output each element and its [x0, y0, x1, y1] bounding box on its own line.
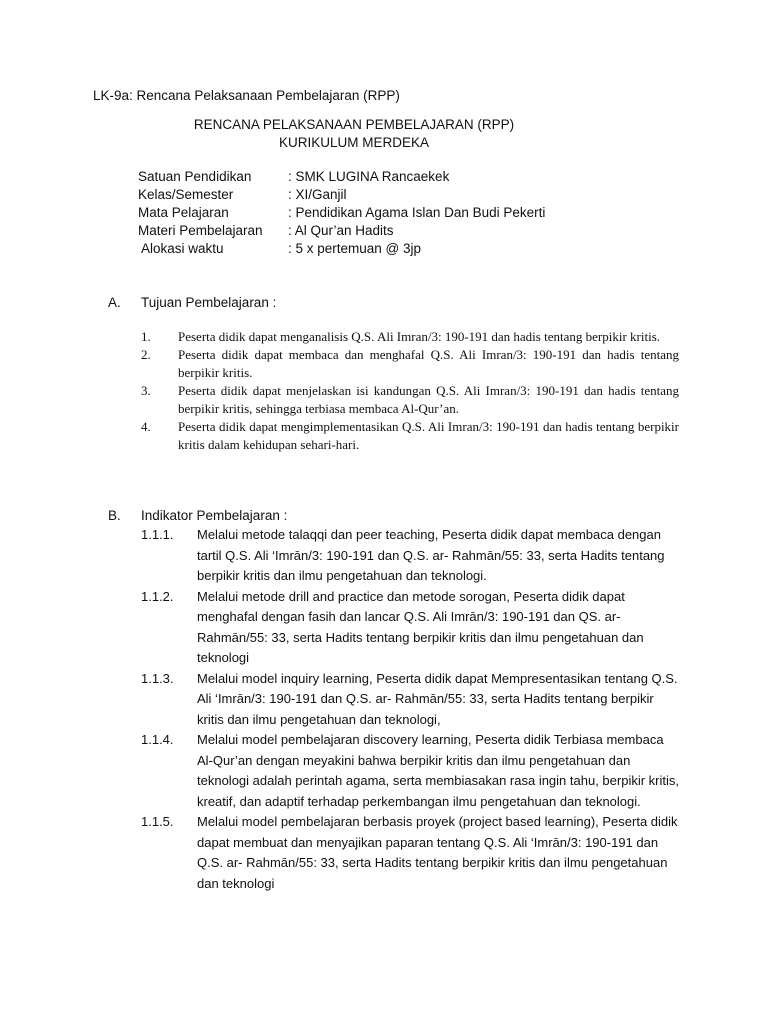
list-number: 2. [141, 347, 151, 362]
identity-label: Mata Pelajaran [138, 205, 229, 220]
list-text: Peserta didik dapat mengimplementasikan Q.S. Ali Imran/3: 190-191 dan hadis tentang berpikir kritis dalam kehidupan sehari-hari. [178, 419, 679, 452]
list-number: 3. [141, 383, 151, 398]
list-number: 1.1.2. [141, 588, 174, 604]
identity-label: Alokasi waktu [141, 241, 224, 256]
list-item [141, 587, 681, 669]
list-number: 1.1.1. [141, 527, 174, 542]
identity-value: : Al Qur’an Hadits [288, 223, 394, 238]
identity-row [138, 205, 545, 220]
identity-label: Kelas/Semester [138, 187, 234, 202]
identity-value: : XI/Ganjil [288, 187, 347, 202]
section-b-heading [108, 508, 287, 523]
identity-row [138, 169, 449, 184]
list-item [141, 382, 679, 418]
section-title: Tujuan Pembelajaran : [141, 295, 277, 310]
section-letter: B. [108, 508, 121, 523]
list-item [141, 812, 681, 894]
list-item [141, 418, 679, 454]
list-number: 1.1.4. [141, 732, 174, 747]
list-text: Melalui metode drill and practice dan metode sorogan, Peserta didik dapat menghafal dengan fasih dan lancar Q.S. Ali Imrān/3: 190-191 dan QS. ar-Rahmān/55: 33, serta Hadits tentang berpikir kritis dan ilmu pengetahuan dan teknologi [197, 588, 644, 665]
list-number: 1.1.5. [141, 814, 174, 829]
list-text: Peserta didik dapat menjelaskan isi kandungan Q.S. Ali Imran/3: 190-191 dan hadis tentang berpikir kritis, sehingga terbiasa membaca Al-Qur’an. [178, 383, 679, 416]
identity-value: : SMK LUGINA Rancaekek [288, 169, 450, 184]
list-item [141, 525, 681, 587]
document-label: LK-9a: Rencana Pelaksanaan Pembelajaran (RPP) [93, 88, 400, 103]
list-text: Melalui model inquiry learning, Peserta didik dapat Mempresentasikan tentang Q.S. Ali ‘Imrān/3: 190-191 dan Q.S. ar- Rahmān/55: 33, serta Hadits tentang berpikir kritis dan ilmu pengetahuan dan teknologi, [197, 670, 678, 727]
identity-label: Satuan Pendidikan [138, 169, 252, 184]
section-a-heading [108, 295, 276, 310]
list-item [141, 730, 681, 812]
document-subtitle: KURIKULUM MERDEKA [278, 135, 430, 150]
identity-label: Materi Pembelajaran [138, 223, 263, 238]
section-title: Indikator Pembelajaran : [141, 508, 288, 523]
list-item [141, 346, 679, 382]
list-text: Melalui metode talaqqi dan peer teaching, Peserta didik dapat membaca dengan tartil Q.S. Ali ‘Imrān/3: 190-191 dan Q.S. ar- Rahmān/55: 33, serta Hadits tentang berpikir kritis dan ilmu pengetahuan dan teknologi. [197, 527, 665, 583]
list-number: 1. [141, 329, 151, 344]
section-letter: A. [108, 295, 121, 310]
document-title: RENCANA PELAKSANAAN PEMBELAJARAN (RPP) [193, 117, 515, 132]
indicators-list [141, 525, 681, 894]
list-text: Melalui model pembelajaran berbasis proyek (project based learning), Peserta didik dapat membuat dan menyajikan paparan tentang Q.S. Ali ‘Imrān/3: 190-191 dan Q.S. ar- Rahmān/55: 33, serta Hadits tentang berpikir kritis dan ilmu pengetahuan dan teknologi [197, 814, 678, 891]
objectives-list [141, 328, 679, 454]
list-number: 4. [141, 419, 151, 434]
identity-row [138, 187, 347, 202]
identity-value: : 5 x pertemuan @ 3jp [288, 241, 422, 256]
list-text: Peserta didik dapat menganalisis Q.S. Ali Imran/3: 190-191 dan hadis tentang berpikir kritis. [178, 329, 660, 344]
identity-row [138, 223, 394, 238]
list-item [141, 328, 679, 346]
identity-value: : Pendidikan Agama Islan Dan Budi Pekerti [288, 205, 546, 220]
identity-row [141, 241, 421, 256]
list-text: Peserta didik dapat membaca dan menghafal Q.S. Ali Imran/3: 190-191 dan hadis tentang berpikir kritis. [178, 347, 679, 380]
list-text: Melalui model pembelajaran discovery learning, Peserta didik Terbiasa membaca Al-Qur’an dengan meyakini bahwa berpikir kritis dan ilmu pengetahuan dan teknologi adalah perintah agama, serta membiasakan rasa ingin tahu, berpikir kritis, kreatif, dan adaptif terhadap perkembangan ilmu pengetahuan dan teknologi. [197, 732, 679, 809]
list-number: 1.1.3. [141, 670, 174, 686]
list-item [141, 669, 681, 731]
